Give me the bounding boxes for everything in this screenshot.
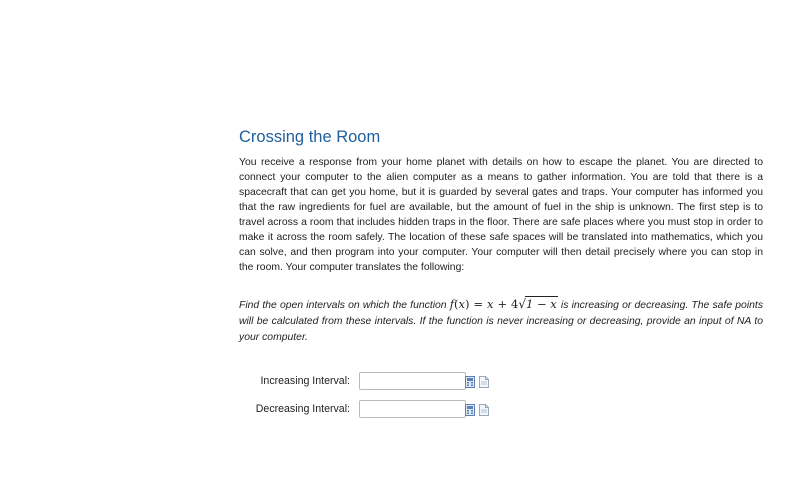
problem-body: [239, 126, 763, 275]
preview-document-icon[interactable]: [479, 404, 489, 416]
equation-editor-icon[interactable]: [465, 376, 475, 388]
decreasing-interval-input[interactable]: [359, 400, 466, 418]
increasing-interval-input[interactable]: [359, 372, 466, 390]
math-variable: x: [458, 297, 466, 311]
decreasing-interval-label: Decreasing Interval:: [255, 403, 350, 415]
problem-title: Crossing the Room: [239, 128, 381, 146]
math-close-paren: ): [465, 297, 470, 311]
increasing-interval-row: [0, 372, 800, 392]
question-text-after: is increasing or decreasing. The safe points will be calculated from these intervals. If the function is never increasing or decreasing, provide an input of NA to your computer.: [239, 300, 764, 343]
problem-question: [239, 296, 763, 346]
increasing-interval-label: Increasing Interval:: [260, 375, 350, 387]
radicand: 1 − x: [526, 297, 557, 311]
math-plus-coefficient: + 4: [493, 297, 519, 311]
question-text-before: Find the open intervals on which the function: [239, 300, 450, 311]
equation-editor-icon[interactable]: [465, 404, 475, 416]
problem-narrative: You receive a response from your home planet with details on how to escape the planet. You are directed to connect your computer to the alien computer as a means to gather information. You are told that there is a spacecraft that can get you home, but it is guarded by several gates and traps. Your computer has informed you that the raw ingredients for fuel are available, but the amount of fuel in the ship is unknown. The first step is to travel across a room that includes hidden traps in the floor. There are safe places where you must stop in order to make it across the room safely. The location of these safe spaces will be translated into mathematics, which you can solve, and then program into your computer. Your computer will then detail precisely where you can stop in the room. Your computer translates the following:: [239, 157, 763, 273]
function-expression: [450, 297, 558, 311]
radical-sign: √: [518, 297, 527, 311]
math-equals: =: [469, 297, 488, 311]
math-x-term: x: [487, 297, 494, 311]
decreasing-interval-row: [0, 400, 800, 420]
math-function-name: f: [449, 297, 455, 311]
math-open-paren: (: [454, 297, 459, 311]
math-square-root: [518, 296, 557, 312]
preview-document-icon[interactable]: [479, 376, 489, 388]
